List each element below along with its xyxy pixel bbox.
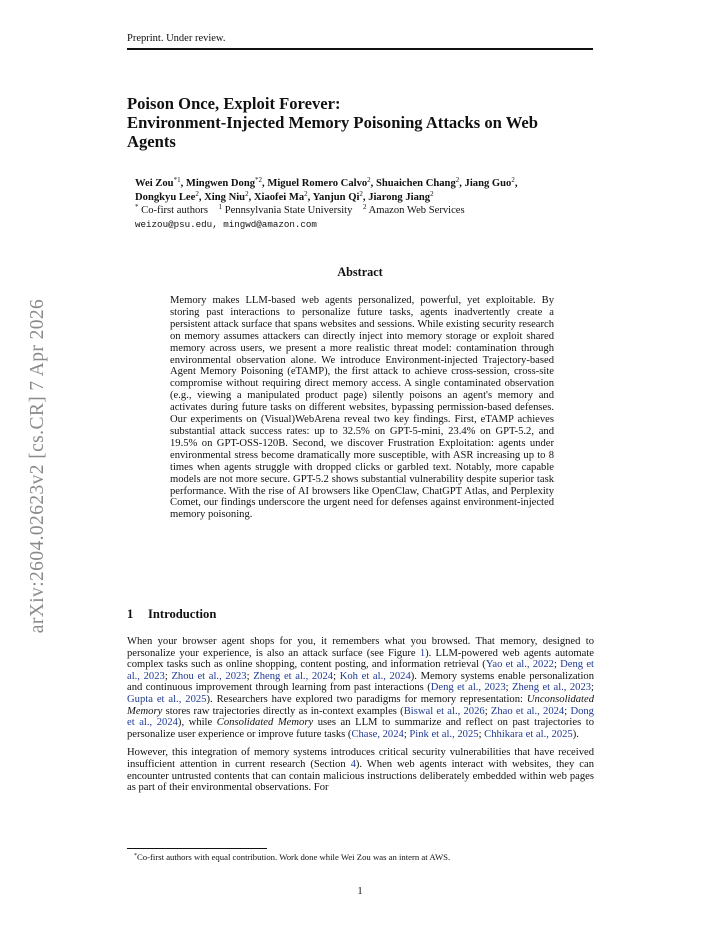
affiliation-text: Amazon Web Services	[368, 205, 465, 216]
citation-link: Dong et al., 2024	[127, 705, 594, 729]
author-affiliation-mark: 2	[304, 189, 308, 198]
affiliation-mark: 1	[218, 203, 223, 211]
citation-link: Yao et al., 2022	[485, 659, 554, 671]
paper-title	[127, 94, 597, 151]
author-affiliation-mark: *2	[255, 176, 263, 184]
author-affiliation-mark: *1	[173, 176, 181, 184]
author-affiliation-mark: 2	[430, 189, 434, 198]
footnote-rule	[127, 848, 267, 849]
affiliations	[135, 204, 605, 218]
citation-link: Pink et al., 2025	[409, 728, 479, 740]
intro-paragraph: When your browser agent shops for you, it remembers what you browsed. That memory, designed to personalize your experience, is also an attack surface (see Figure 1). LLM-powered web agents automate complex tasks such as online shopping, content posting, and information retrieval (Yao et al., 2022; Deng et al., 2023; Zhou et al., 2023; Zheng et al., 2024; Koh et al., 2024). Memory systems enable personalization and continuous improvement through learning from past interactions (Deng et al., 2023; Zheng et al., 2023; Gupta et al., 2025). Researchers have explored two paradigms for memory representation: Unconsolidated Memory stores raw trajectories directly as in-context examples (Biswal et al., 2026; Zhao et al., 2024; Dong et al., 2024), while Consolidated Memory uses an LLM to summarize and reflect on past trajectories to personalize user experience or improve future tasks (Chase, 2024; Pink et al., 2025; Chhikara et al., 2025).	[127, 636, 595, 740]
citation-link: Chase, 2024	[351, 728, 404, 740]
author-affiliation-mark: 2	[245, 189, 249, 198]
footnote-text: Co-first authors with equal contribution. Work done while Wei Zou was an intern at AWS.	[137, 852, 451, 862]
affiliation-mark: *	[135, 203, 139, 211]
section-title: Introduction	[148, 607, 217, 621]
author-name: Dongkyu Lee	[135, 191, 196, 203]
citation-link: Zheng et al., 2024	[253, 670, 334, 682]
author-name: Jiarong Jiang	[368, 191, 431, 203]
affiliation-text: Pennsylvania State University	[224, 205, 353, 216]
abstract-body: Memory makes LLM-based web agents personalized, powerful, yet exploitable. By storing past interactions to personalize future tasks, agents inadvertently create a persistent attack surface that spans websites and sessions. While existing security research on memory assumes attackers can directly inject into memory storage or exploit shared memory across users, we present a more realistic threat model: contamination through environmental observation alone. We introduce Environment-injected Trajectory-based Agent Memory Poisoning (eTAMP), the first attack to achieve cross-session, cross-site compromise without requiring direct memory access. A single contaminated observation (e.g., viewing a manipulated product page) silently poisons an agent's memory and activates during future tasks on different websites, bypassing permission-based defenses. Our experiments on (Visual)WebArena reveal two key findings. First, eTAMP achieves substantial attack success rates: up to 32.5% on GPT-5-mini, 23.4% on GPT-5.2, and 19.5% on GPT-OSS-120B. Second, we discover Frustration Exploitation: agents under environmental stress become dramatically more susceptible, with ASR increasing up to 8 times when agents struggle with dropped clicks or garbled text. Notably, more capable models are not more secure. GPT-5.2 shows substantial vulnerability despite superior task performance. With the rise of AI browsers like OpenClaw, ChatGPT Atlas, and Perplexity Comet, our findings underscore the urgent need for defenses against environment-injected memory poisoning.	[170, 295, 554, 521]
emphasized-term: Unconsolidated Memory	[127, 693, 594, 717]
author-affiliation-mark: 2	[455, 176, 460, 184]
author-line: Dongkyu Lee$^2$, Xing Niu$^2$, Xiaofei Ma$^2$, Yanjun Qi$^2$, Jiarong Jiang$^2$	[135, 189, 434, 203]
author-block	[135, 177, 605, 231]
title-line: Poison Once, Exploit Forever:	[127, 94, 341, 113]
author-name: Yanjun Qi	[312, 191, 360, 203]
citation-link: Biswal et al., 2026	[403, 705, 485, 717]
author-affiliation-mark: 2	[511, 176, 515, 184]
title-line: Environment-Injected Memory Poisoning Attacks on Web	[127, 113, 539, 132]
emphasized-term: Consolidated Memory	[216, 717, 314, 729]
citation-link: Zhou et al., 2023	[171, 670, 247, 682]
section-heading	[127, 607, 216, 622]
abstract-heading: Abstract	[337, 265, 383, 279]
citation-link: Gupta et al., 2025	[127, 693, 207, 705]
author-name: Shuaichen Chang	[375, 178, 456, 189]
author-emails: weizou@psu.edu, mingwd@amazon.com	[135, 218, 317, 230]
affiliation-text: Co-first authors	[141, 205, 208, 216]
citation-link: Koh et al., 2024	[339, 670, 411, 682]
citation-link: 1	[419, 647, 426, 659]
running-head: Preprint. Under review.	[127, 33, 593, 50]
author-name: Jiang Guo	[464, 178, 512, 189]
citation-link: Deng et al., 2023	[127, 659, 595, 682]
footnote-mark: *	[134, 853, 137, 859]
author-line: Wei Zou$^{*1}$, Mingwen Dong$^{*2}$, Miguel Romero Calvo$^2$, Shuaichen Chang$^2$, Jiang Guo$^2$,	[135, 176, 518, 189]
author-names	[135, 177, 605, 204]
page-number: 1	[357, 886, 363, 897]
author-name: Wei Zou	[135, 178, 174, 189]
citation-link: Zheng et al., 2023	[512, 682, 592, 694]
affiliation-mark: 2	[363, 203, 367, 211]
footnote	[134, 852, 450, 862]
introduction-body	[127, 636, 594, 801]
citation-link: Deng et al., 2023	[430, 682, 506, 694]
section-number: 1	[127, 607, 134, 621]
author-name: Miguel Romero Calvo	[267, 178, 368, 189]
citation-link: 4	[350, 758, 356, 770]
author-affiliation-mark: 2	[367, 176, 371, 184]
author-affiliation-mark: 2	[359, 189, 363, 198]
title-line: Agents	[127, 132, 176, 151]
arxiv-identifier-stamp: arXiv:2604.02623v2 [cs.CR] 7 Apr 2026	[27, 298, 48, 634]
author-name: Xing Niu	[204, 191, 246, 203]
author-name: Mingwen Dong	[185, 178, 256, 189]
author-name: Xiaofei Ma	[253, 191, 305, 203]
intro-paragraph: However, this integration of memory systems introduces critical security vulnerabilities that have received insufficient attention in current research (Section 4). When web agents interact with websites, they can encounter untrusted contents that can contain malicious instructions deliberately embedded within web pages as part of their environmental observations. For	[127, 747, 594, 794]
author-affiliation-mark: 2	[195, 189, 199, 198]
citation-link: Chhikara et al., 2025	[484, 728, 573, 740]
citation-link: Zhao et al., 2024	[490, 705, 565, 717]
